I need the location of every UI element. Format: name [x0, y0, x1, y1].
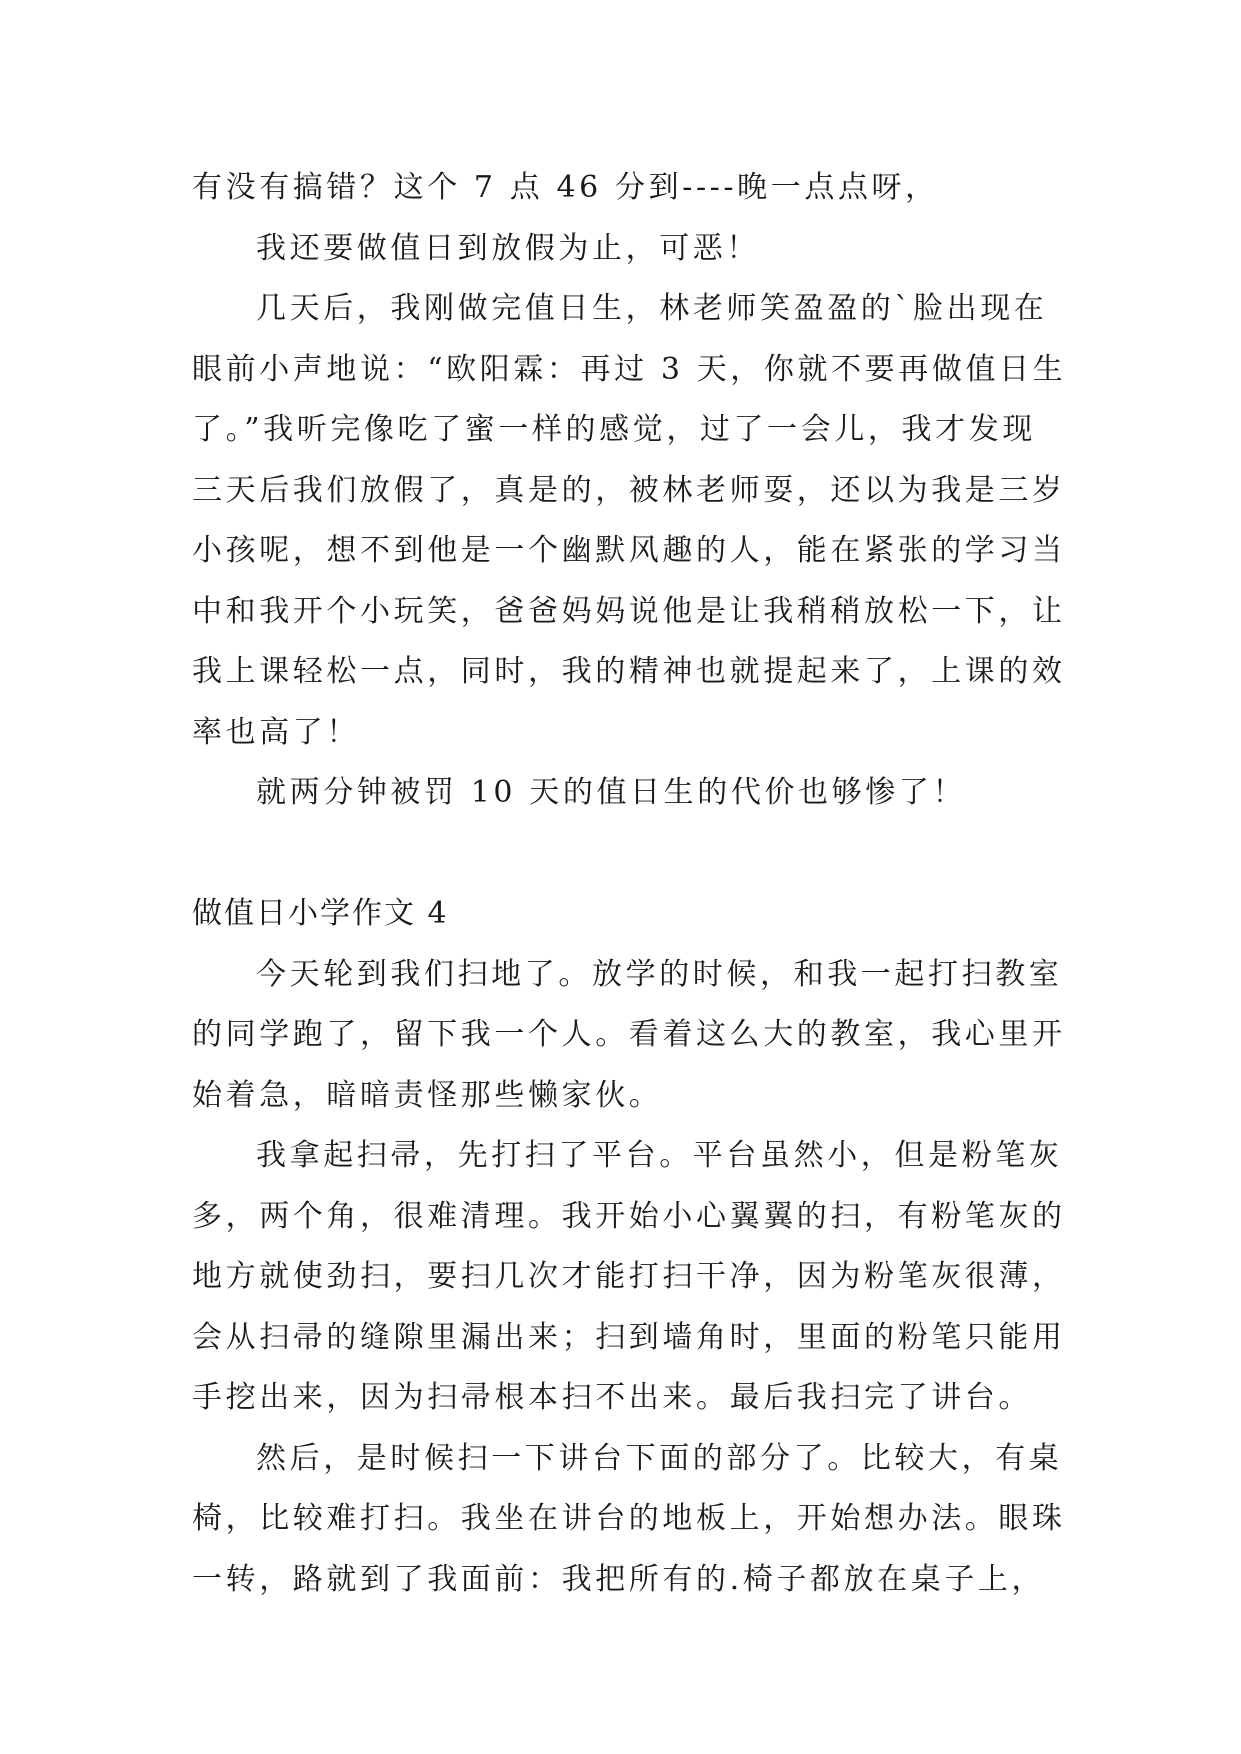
paragraph-line: 的同学跑了，留下我一个人。看着这么大的教室，我心里开 [192, 1017, 1066, 1052]
paragraph-line: 我上课轻松一点，同时，我的精神也就提起来了，上课的效 [192, 654, 1066, 689]
paragraph-line: 我拿起扫帚，先打扫了平台。平台虽然小，但是粉笔灰 [256, 1138, 1063, 1173]
paragraph-line: 了。”我听完像吃了蜜一样的感觉，过了一会儿，我才发现 [192, 412, 1036, 447]
paragraph-line: 地方就使劲扫，要扫几次才能打扫干净，因为粉笔灰很薄， [192, 1259, 1066, 1294]
paragraph-line: 多，两个角，很难清理。我开始小心翼翼的扫，有粉笔灰的 [192, 1198, 1066, 1234]
paragraph-line: 三天后我们放假了，真是的，被林老师耍，还以为我是三岁 [192, 472, 1066, 508]
paragraph-line: 我还要做值日到放假为止，可恶！ [256, 230, 760, 266]
paragraph-line: 今天轮到我们扫地了。放学的时候，和我一起打扫教室 [256, 956, 1063, 992]
paragraph-line: 中和我开个小玩笑，爸爸妈妈说他是让我稍稍放松一下，让 [192, 593, 1066, 629]
paragraph-line: 会从扫帚的缝隙里漏出来；扫到墙角时，里面的粉笔只能用 [192, 1319, 1066, 1355]
paragraph-line: 小孩呢，想不到他是一个幽默风趣的人，能在紧张的学习当 [192, 533, 1066, 568]
paragraph-line: 然后，是时候扫一下讲台下面的部分了。比较大，有桌 [256, 1440, 1063, 1476]
paragraph-line: 椅，比较难打扫。我坐在讲台的地板上，开始想办法。眼珠 [192, 1501, 1066, 1536]
paragraph-line: 有没有搞错？这个 7 点 46 分到----晚一点点呀， [192, 170, 939, 205]
paragraph-line: 就两分钟被罚 10 天的值日生的代价也够惨了！ [256, 775, 967, 810]
paragraph-line: 一转，路就到了我面前：我把所有的.椅子都放在桌子上， [192, 1561, 1046, 1597]
paragraph-line: 率也高了！ [192, 714, 360, 750]
paragraph-line: 眼前小声地说：“欧阳霖：再过 3 天，你就不要再做值日生 [192, 351, 1067, 387]
section-spacer [192, 824, 1072, 885]
paragraph-line: 始着急，暗暗责怪那些懒家伙。 [192, 1077, 663, 1113]
paragraph-line: 几天后，我刚做完值日生，林老师笑盈盈的`脸出现在 [256, 291, 1048, 326]
document-body [192, 158, 1072, 1610]
section-heading: 做值日小学作文 4 [192, 896, 449, 931]
paragraph-line: 手挖出来，因为扫帚根本扫不出来。最后我扫完了讲台。 [192, 1380, 1032, 1415]
